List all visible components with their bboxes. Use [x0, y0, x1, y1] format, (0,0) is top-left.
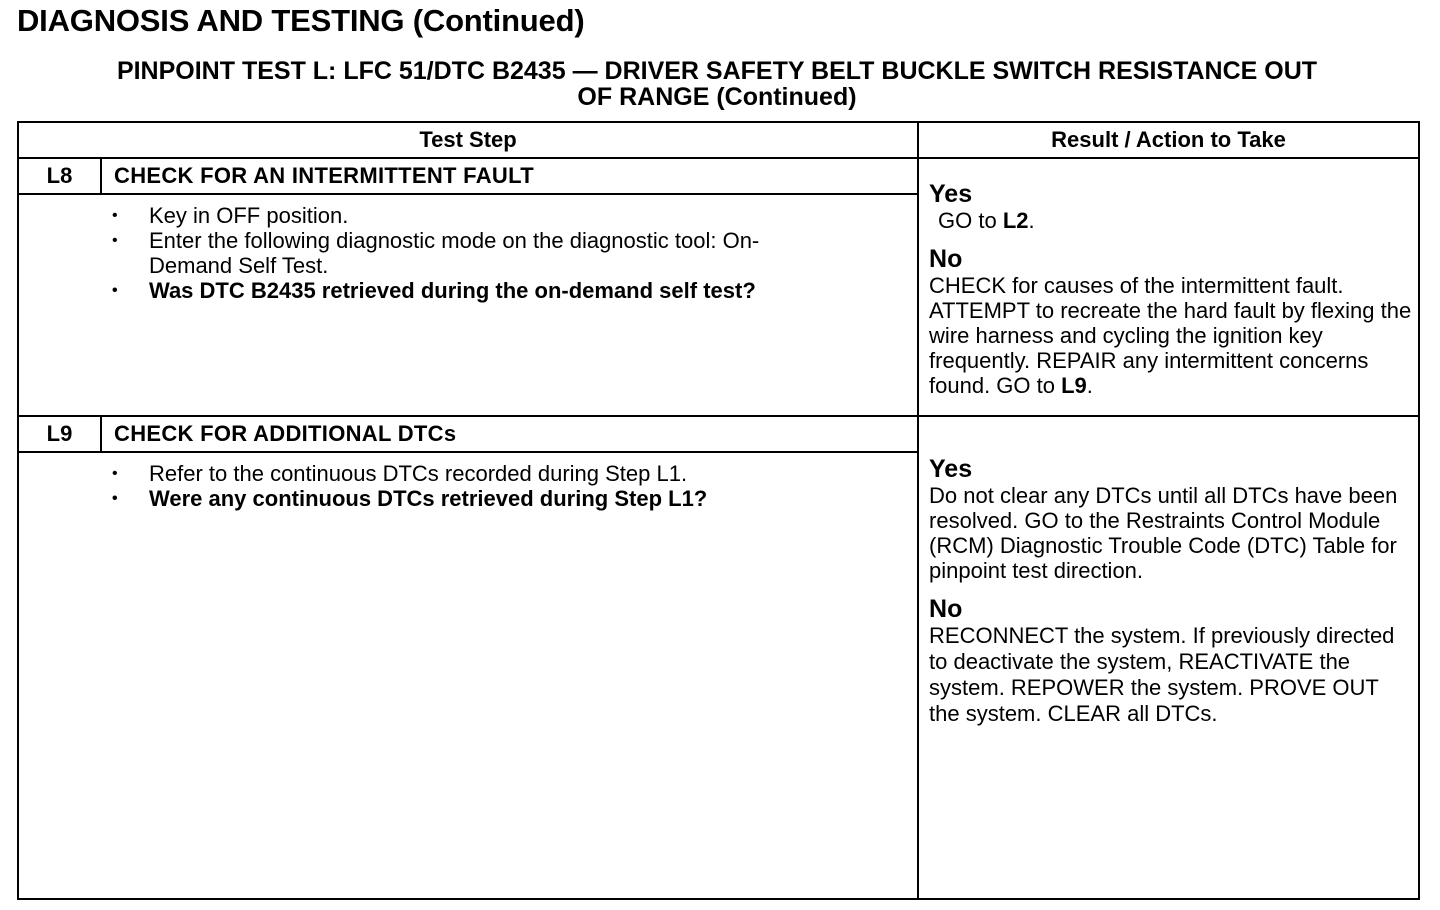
step-id-l8: L8 — [18, 158, 101, 194]
result-action-header: Result / Action to Take — [918, 122, 1419, 158]
step-bullet-list — [101, 461, 917, 511]
no-action-period: . — [1086, 373, 1093, 398]
step-body-l9 — [101, 452, 918, 899]
yes-action: Do not clear any DTCs until all DTCs have been resolved. GO to the Restraints Control Module (RCM) Diagnostic Trouble Code (DTC) Table for pinpoint test direction. — [929, 483, 1398, 583]
list-item-question: • Was DTC B2435 retrieved during the on-demand self test? — [112, 278, 756, 303]
no-action — [929, 273, 1412, 398]
pinpoint-test-title-line-1: PINPOINT TEST L: LFC 51/DTC B2435 — DRIVER SAFETY BELT BUCKLE SWITCH RESISTANCE OUT — [116, 57, 1318, 85]
bullet-icon: • — [112, 490, 118, 507]
no-action: RECONNECT the system. If previously directed to deactivate the system, REACTIVATE the system. REPOWER the system. PROVE OUT the system. CLEAR all DTCs. — [929, 623, 1395, 726]
no-label: No — [929, 595, 963, 623]
bullet-icon: • — [112, 282, 118, 299]
step-body-spacer — [18, 194, 101, 416]
page-heading: DIAGNOSIS AND TESTING (Continued) — [17, 3, 585, 38]
bullet-icon: • — [112, 207, 118, 224]
step-title-row — [18, 416, 1419, 452]
list-item: • Refer to the continuous DTCs recorded during Step L1. — [112, 461, 688, 486]
no-label: No — [929, 245, 963, 273]
bullet-icon: • — [112, 465, 118, 482]
step-title-row — [18, 158, 1419, 194]
list-item-question: • Were any continuous DTCs retrieved during Step L1? — [112, 486, 708, 511]
step-body-l8 — [101, 194, 918, 416]
list-item: • Key in OFF position. — [112, 203, 349, 228]
result-cell-l8 — [918, 158, 1419, 416]
step-title-l9: CHECK FOR ADDITIONAL DTCs — [101, 416, 918, 452]
yes-action — [929, 208, 1412, 233]
yes-action-text: GO to — [938, 208, 997, 233]
step-title-l8: CHECK FOR AN INTERMITTENT FAULT — [101, 158, 918, 194]
yes-action-period: . — [1028, 208, 1035, 233]
step-link-l9[interactable]: L9 — [1061, 373, 1087, 398]
test-step-header: Test Step — [18, 122, 918, 158]
pinpoint-test-title — [17, 58, 1417, 110]
step-body-spacer — [18, 452, 101, 899]
pinpoint-test-table — [17, 121, 1420, 900]
table-header-row — [18, 122, 1419, 158]
yes-label: Yes — [929, 180, 973, 208]
yes-label: Yes — [929, 455, 973, 483]
pinpoint-test-title-line-2: OF RANGE (Continued) — [577, 83, 857, 111]
step-link-l2[interactable]: L2 — [1002, 208, 1029, 233]
step-id-l9: L9 — [18, 416, 101, 452]
no-action-text: CHECK for causes of the intermittent fault. ATTEMPT to recreate the hard fault by flexing the wire harness and cycling the ignition key frequently. REPAIR any intermittent concerns found. GO to — [929, 273, 1412, 398]
step-bullet-list — [101, 203, 917, 303]
result-cell-l9 — [918, 416, 1419, 899]
list-item: • Enter the following diagnostic mode on the diagnostic tool: On-Demand Self Test. — [112, 228, 760, 278]
bullet-icon: • — [112, 232, 118, 249]
